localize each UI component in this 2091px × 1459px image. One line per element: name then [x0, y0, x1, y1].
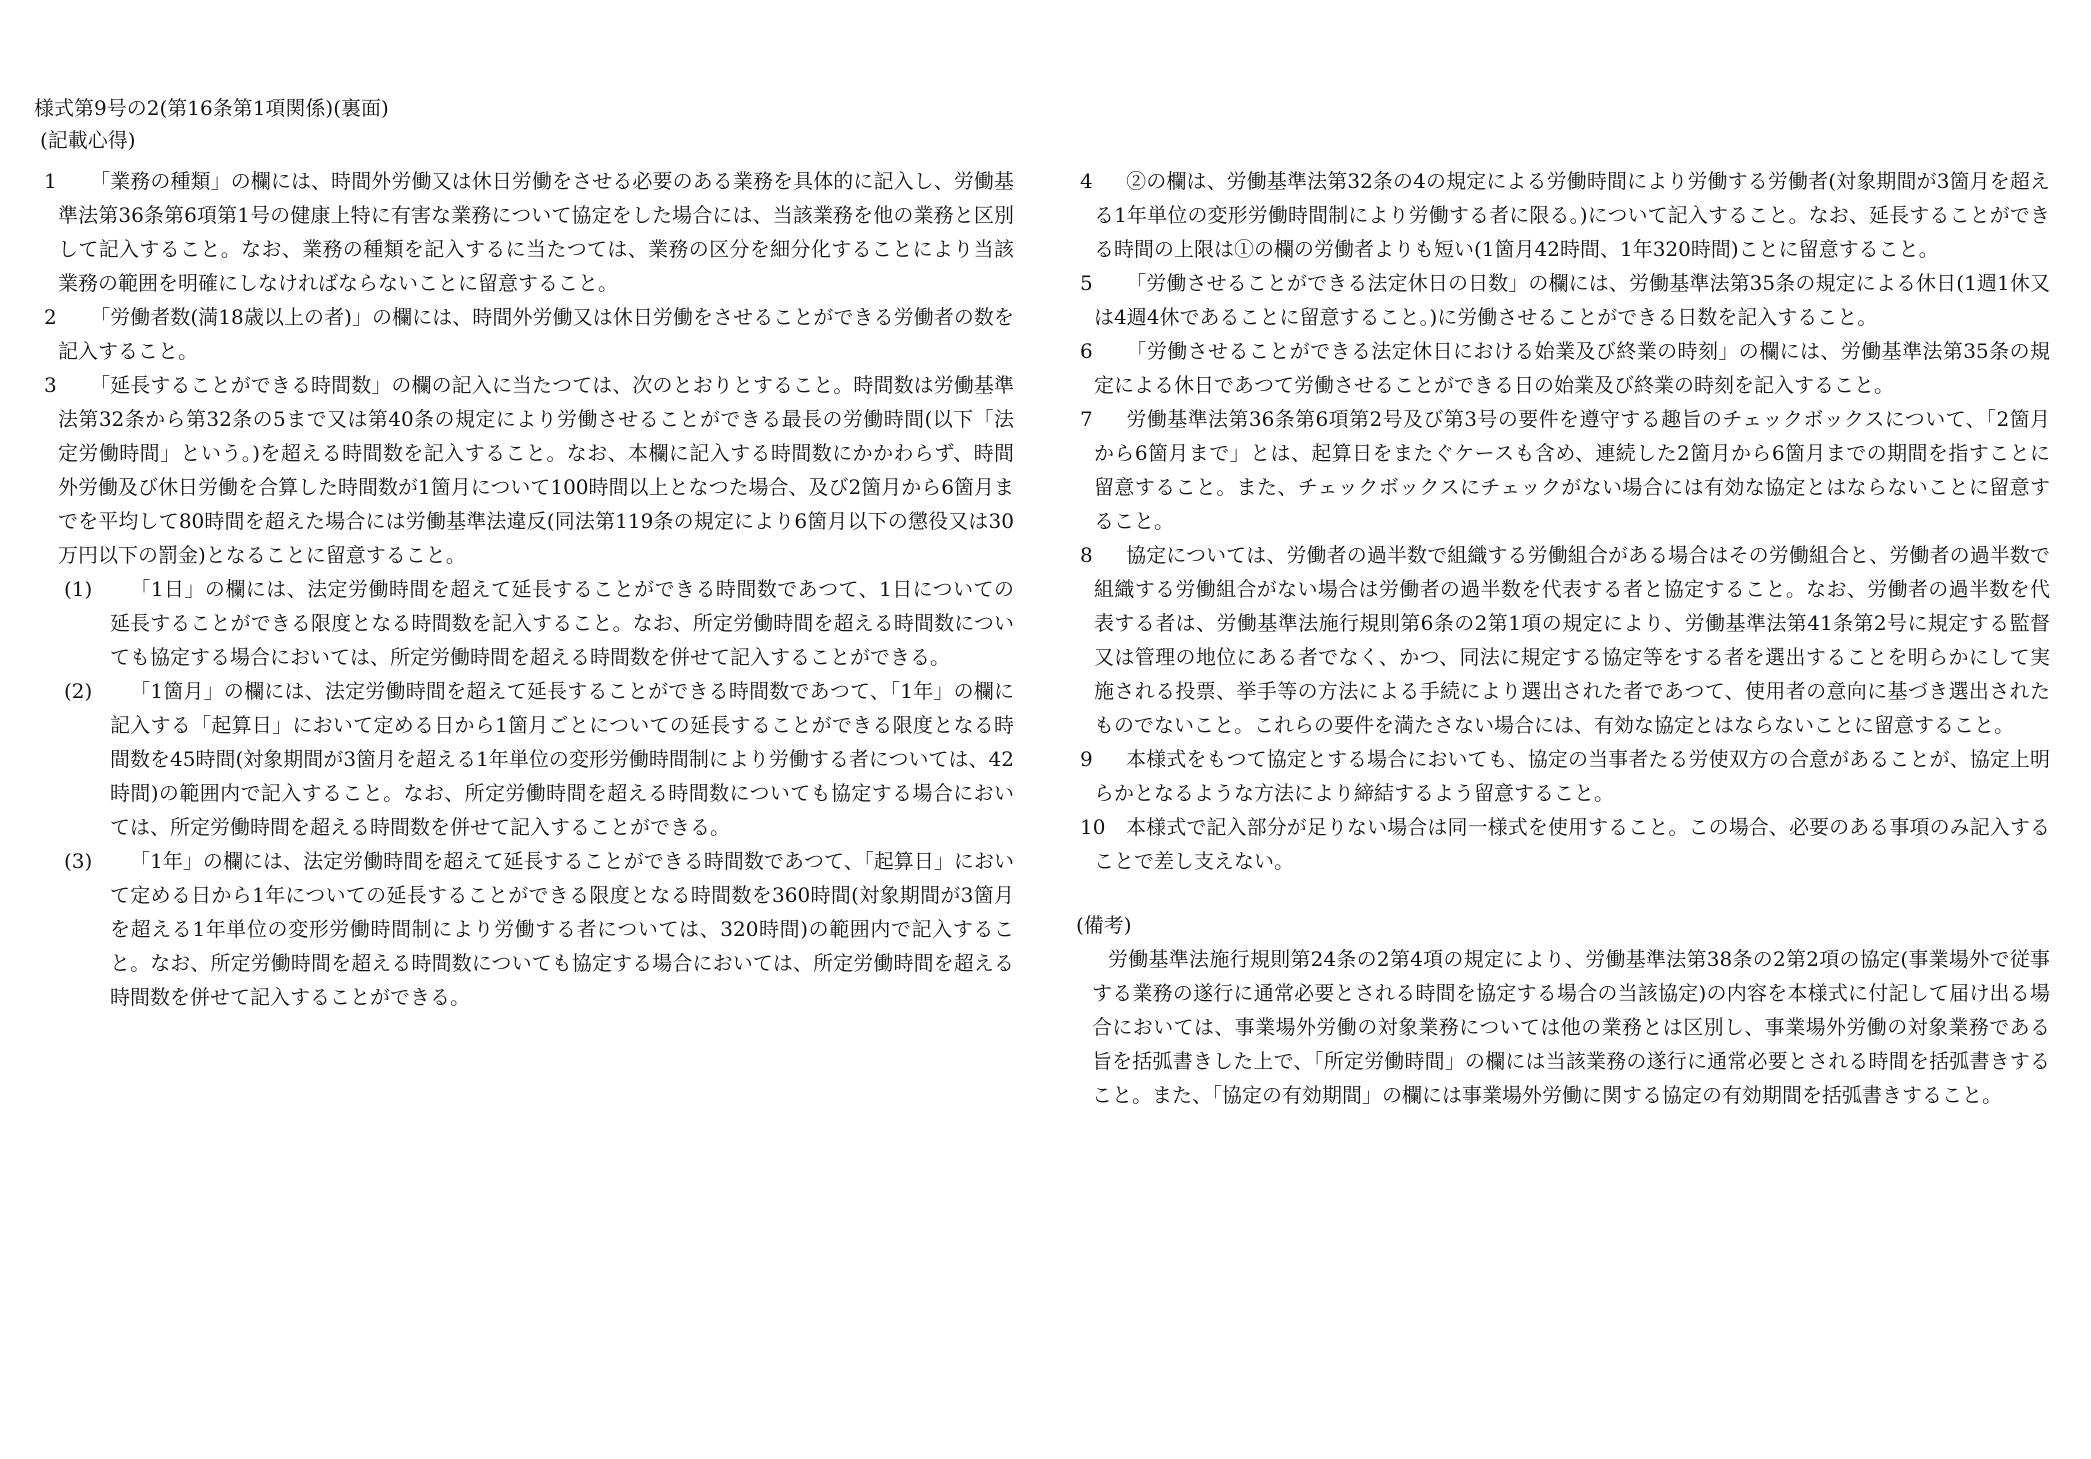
subitem-number: (2) — [64, 679, 93, 703]
instruction-item-4 — [1080, 164, 2050, 266]
instructions-heading: (記載心得) — [40, 128, 136, 152]
item-text: 労働基準法第36条第6項第2号及び第3号の要件を遵守する趣旨のチェックボックスについて、「2箇月から6箇月まで」とは、起算日をまたぐケースも含め、連続した2箇月から6箇月までの期間を指すことに留意すること。また、チェックボックスにチェックがない場合には有効な協定とはならないことに留意すること。 — [1094, 407, 2050, 533]
item-text: 協定については、労働者の過半数で組織する労働組合がある場合はその労働組合と、労働者の過半数で組織する労働組合がない場合は労働者の過半数を代表する者と協定すること。なお、労働者の過半数を代表する者は、労働基準法施行規則第6条の2第1項の規定により、労働基準法第41条第2号に規定する監督又は管理の地位にある者でなく、かつ、同法に規定する協定等をする者を選出することを明らかにして実施される投票、挙手等の方法による手続により選出された者であつて、使用者の意向に基づき選出されたものでないこと。これらの要件を満たさない場合には、有効な協定とはならないことに留意すること。 — [1094, 543, 2050, 737]
instruction-subitem-2 — [64, 674, 1014, 844]
instruction-item-3 — [44, 368, 1014, 572]
instruction-item-8 — [1080, 538, 2050, 742]
instruction-item-1 — [44, 164, 1014, 300]
instruction-item-10 — [1080, 810, 2050, 878]
subitem-text: 「1年」の欄には、法定労働時間を超えて延長することができる時間数であつて、「起算日」において定める日から1年についての延長することができる限度となる時間数を360時間(対象期間が3箇月を超える1年単位の変形労働時間制により労働する者については、320時間)の範囲内で記入すること。なお、所定労働時間を超える時間数についても協定する場合においては、所定労働時間を超える時間数を併せて記入することができる。 — [110, 849, 1014, 1009]
subitem-number: (1) — [64, 577, 93, 601]
item-text: 「業務の種類」の欄には、時間外労働又は休日労働をさせる必要のある業務を具体的に記入し、労働基準法第36条第6項第1号の健康上特に有害な業務について協定をした場合には、当該業務を他の業務と区別して記入すること。なお、業務の種類を記入するに当たつては、業務の区分を細分化することにより当該業務の範囲を明確にしなければならないことに留意すること。 — [58, 169, 1014, 295]
right-column — [1076, 164, 2050, 1112]
item-text: 「労働させることができる法定休日における始業及び終業の時刻」の欄には、労働基準法第35条の規定による休日であつて労働させることができる日の始業及び終業の時刻を記入すること。 — [1094, 339, 2050, 397]
item-text: 「延長することができる時間数」の欄の記入に当たつては、次のとおりとすること。時間数は労働基準法第32条から第32条の5まで又は第40条の規定により労働させることができる最長の労働時間(以下「法定労働時間」という。)を超える時間数を記入すること。なお、本欄に記入する時間数にかかわらず、時間外労働及び休日労働を合算した時間数が1箇月について100時間以上となつた場合、及び2箇月から6箇月までを平均して80時間を超えた場合には労働基準法違反(同法第119条の規定により6箇月以下の懲役又は30万円以下の罰金)となることに留意すること。 — [58, 373, 1014, 567]
item-text: 本様式で記入部分が足りない場合は同一様式を使用すること。この場合、必要のある事項のみ記入することで差し支えない。 — [1094, 815, 2050, 873]
instruction-subitem-3 — [64, 844, 1014, 1014]
item-text: 本様式をもつて協定とする場合においても、協定の当事者たる労使双方の合意があることが、協定上明らかとなるような方法により締結するよう留意すること。 — [1094, 747, 2050, 805]
item-number: 10 — [1080, 815, 1106, 839]
subitem-number: (3) — [64, 849, 93, 873]
subitem-text: 「1日」の欄には、法定労働時間を超えて延長することができる時間数であつて、1日についての延長することができる限度となる時間数を記入すること。なお、所定労働時間を超える時間数についても協定する場合においては、所定労働時間を超える時間数を併せて記入することができる。 — [110, 577, 1014, 669]
instruction-item-5 — [1080, 266, 2050, 334]
instruction-item-2 — [44, 300, 1014, 368]
remarks-text: 労働基準法施行規則第24条の2第4項の規定により、労働基準法第38条の2第2項の協定(事業場外で従事する業務の遂行に通常必要とされる時間を協定する場合の当該協定)の内容を本様式に付記して届け出る場合においては、事業場外労働の対象業務については他の業務とは区別し、事業場外労働の対象業務である旨を括弧書きした上で、「所定労働時間」の欄には当該業務の遂行に通常必要とされる時間を括弧書きすること。また、「協定の有効期間」の欄には事業場外労働に関する協定の有効期間を括弧書きすること。 — [1092, 947, 2050, 1107]
item-number: 7 — [1080, 407, 1093, 431]
item-number: 5 — [1080, 271, 1093, 295]
subitem-text: 「1箇月」の欄には、法定労働時間を超えて延長することができる時間数であつて、「1年」の欄に記入する「起算日」において定める日から1箇月ごとについての延長することができる限度となる時間数を45時間(対象期間が3箇月を超える1年単位の変形労働時間制により労働する者については、42時間)の範囲内で記入すること。なお、所定労働時間を超える時間数についても協定する場合においては、所定労働時間を超える時間数を併せて記入することができる。 — [110, 679, 1014, 839]
instruction-item-9 — [1080, 742, 2050, 810]
item-text: 「労働者数(満18歳以上の者)」の欄には、時間外労働又は休日労働をさせることができる労働者の数を記入すること。 — [58, 305, 1014, 363]
form-title: 様式第9号の2(第16条第1項関係)(裏面) — [34, 96, 389, 120]
item-text: ②の欄は、労働基準法第32条の4の規定による労働時間により労働する労働者(対象期間が3箇月を超える1年単位の変形労働時間制により労働する者に限る。)について記入すること。なお、延長することができる時間の上限は①の欄の労働者よりも短い(1箇月42時間、1年320時間)ことに留意すること。 — [1094, 169, 2050, 261]
item-text: 「労働させることができる法定休日の日数」の欄には、労働基準法第35条の規定による休日(1週1休又は4週4休であることに留意すること。)に労働させることができる日数を記入すること。 — [1094, 271, 2050, 329]
left-column — [44, 164, 1014, 1014]
remarks-heading: (備考) — [1076, 913, 1132, 937]
item-number: 8 — [1080, 543, 1093, 567]
item-number: 2 — [44, 305, 57, 329]
item-number: 6 — [1080, 339, 1093, 363]
item-number: 3 — [44, 373, 57, 397]
instruction-item-6 — [1080, 334, 2050, 402]
item-number: 4 — [1080, 169, 1093, 193]
instruction-subitem-1 — [64, 572, 1014, 674]
instruction-item-7 — [1080, 402, 2050, 538]
item-number: 1 — [44, 169, 57, 193]
item-number: 9 — [1080, 747, 1093, 771]
